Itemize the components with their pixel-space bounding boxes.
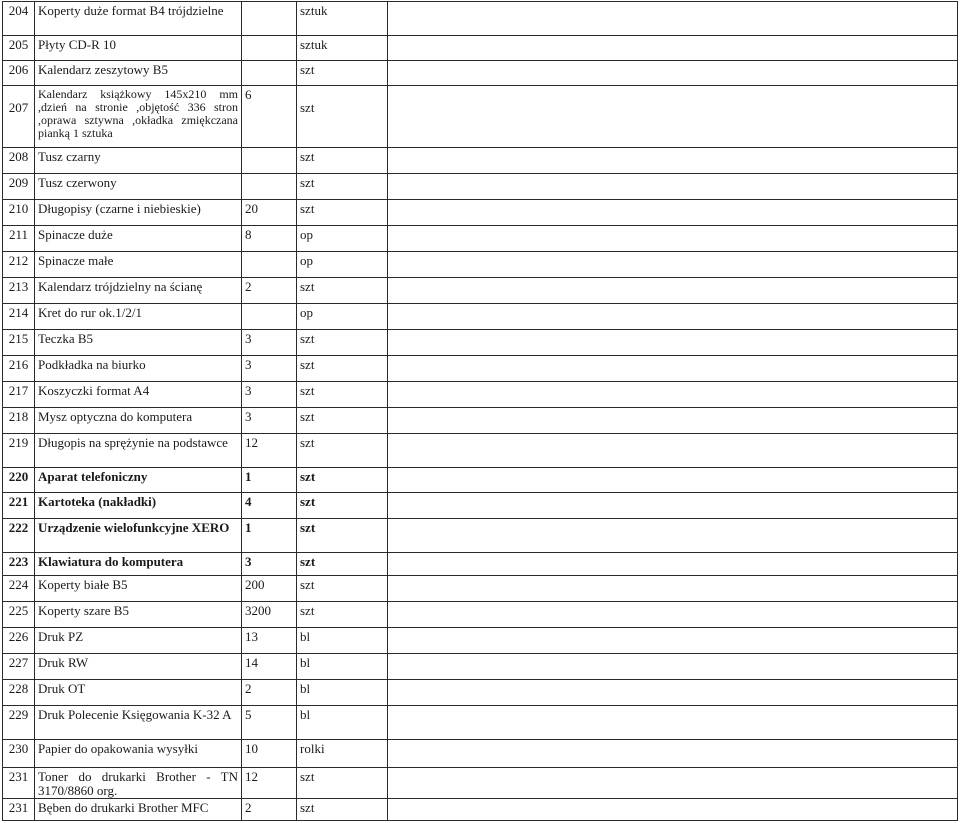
table-row [3,602,958,628]
item-name: Kret do rur ok.1/2/1 [35,304,242,330]
item-number: 222 [3,519,35,553]
blank-cell [388,382,958,408]
item-number: 204 [3,2,35,36]
blank-cell [388,493,958,519]
item-unit: szt [297,61,388,86]
item-quantity: 3 [242,356,297,382]
blank-cell [388,680,958,706]
blank-cell [388,2,958,36]
item-number: 221 [3,493,35,519]
item-quantity [242,252,297,278]
table-row [3,200,958,226]
item-quantity [242,61,297,86]
blank-cell [388,628,958,654]
item-quantity: 2 [242,278,297,304]
item-unit: bl [297,628,388,654]
table-row [3,226,958,252]
item-name: Płyty CD-R 10 [35,36,242,61]
item-number: 211 [3,226,35,252]
item-number: 228 [3,680,35,706]
item-quantity: 14 [242,654,297,680]
blank-cell [388,740,958,768]
blank-cell [388,61,958,86]
item-unit: sztuk [297,36,388,61]
table-row [3,36,958,61]
blank-cell [388,356,958,382]
table-row [3,2,958,36]
item-quantity [242,304,297,330]
item-name: Teczka B5 [35,330,242,356]
table-row [3,553,958,576]
blank-cell [388,86,958,148]
item-name: Koperty białe B5 [35,576,242,602]
table-row [3,468,958,493]
item-quantity: 5 [242,706,297,740]
item-quantity [242,174,297,200]
item-name: Kartoteka (nakładki) [35,493,242,519]
item-name: Aparat telefoniczny [35,468,242,493]
item-number: 209 [3,174,35,200]
item-name: Kalendarz zeszytowy B5 [35,61,242,86]
item-unit: szt [297,408,388,434]
item-quantity: 200 [242,576,297,602]
item-quantity: 13 [242,628,297,654]
item-quantity: 3 [242,382,297,408]
item-number: 231 [3,768,35,799]
item-name: Spinacze duże [35,226,242,252]
table-row [3,148,958,174]
table-row [3,654,958,680]
table-row [3,706,958,740]
blank-cell [388,304,958,330]
item-quantity: 12 [242,434,297,468]
item-number: 230 [3,740,35,768]
item-number: 218 [3,408,35,434]
item-quantity [242,148,297,174]
item-unit: szt [297,493,388,519]
blank-cell [388,553,958,576]
item-name: Mysz optyczna do komputera [35,408,242,434]
item-name: Koperty szare B5 [35,602,242,628]
item-unit: szt [297,553,388,576]
item-quantity: 3 [242,553,297,576]
item-name: Papier do opakowania wysyłki [35,740,242,768]
item-number: 206 [3,61,35,86]
table-row [3,86,958,148]
item-number: 212 [3,252,35,278]
table-row [3,768,958,799]
table-row [3,519,958,553]
item-name: Klawiatura do komputera [35,553,242,576]
item-name: Długopisy (czarne i niebieskie) [35,200,242,226]
table-row [3,330,958,356]
item-name: Tusz czarny [35,148,242,174]
item-number: 207 [3,86,35,148]
item-unit: szt [297,519,388,553]
table-row [3,680,958,706]
table-row [3,740,958,768]
item-number: 223 [3,553,35,576]
item-unit: bl [297,680,388,706]
item-name: Tusz czerwony [35,174,242,200]
blank-cell [388,252,958,278]
supplies-table-body [3,2,958,821]
item-name: Druk OT [35,680,242,706]
item-quantity: 4 [242,493,297,519]
blank-cell [388,174,958,200]
item-unit: op [297,304,388,330]
item-unit: szt [297,148,388,174]
item-quantity: 3 [242,330,297,356]
item-unit: szt [297,278,388,304]
item-unit: szt [297,330,388,356]
item-unit: op [297,226,388,252]
item-number: 214 [3,304,35,330]
item-number: 224 [3,576,35,602]
item-unit: szt [297,468,388,493]
item-name: Druk Polecenie Księgowania K-32 A [35,706,242,740]
blank-cell [388,468,958,493]
item-unit: szt [297,602,388,628]
blank-cell [388,148,958,174]
table-row [3,382,958,408]
blank-cell [388,226,958,252]
item-name: Bęben do drukarki Brother MFC [35,799,242,821]
item-number: 229 [3,706,35,740]
item-quantity: 2 [242,799,297,821]
item-unit: szt [297,174,388,200]
blank-cell [388,799,958,821]
item-name: Długopis na sprężynie na podstawce [35,434,242,468]
blank-cell [388,576,958,602]
item-number: 226 [3,628,35,654]
table-row [3,493,958,519]
item-unit: op [297,252,388,278]
item-number: 205 [3,36,35,61]
item-number: 217 [3,382,35,408]
table-row [3,576,958,602]
item-unit: szt [297,356,388,382]
item-quantity: 1 [242,468,297,493]
item-name: Kalendarz książkowy 145x210 mm ,dzień na stronie ,objętość 336 stron ,oprawa sztywna ,okładka zmiękczana pianką 1 sztuka [35,86,242,148]
blank-cell [388,278,958,304]
item-number: 213 [3,278,35,304]
item-quantity: 3 [242,408,297,434]
item-unit: bl [297,706,388,740]
item-name: Podkładka na biurko [35,356,242,382]
table-row [3,628,958,654]
item-name: Kalendarz trójdzielny na ścianę [35,278,242,304]
table-row [3,408,958,434]
item-unit: szt [297,86,388,148]
item-name: Druk RW [35,654,242,680]
item-unit: szt [297,768,388,799]
item-name: Koperty duże format B4 trójdzielne [35,2,242,36]
item-name: Toner do drukarki Brother - TN 3170/8860 org. [35,768,242,799]
item-quantity: 1 [242,519,297,553]
item-number: 227 [3,654,35,680]
blank-cell [388,36,958,61]
blank-cell [388,330,958,356]
item-unit: szt [297,576,388,602]
item-unit: szt [297,799,388,821]
blank-cell [388,200,958,226]
item-unit: szt [297,382,388,408]
blank-cell [388,768,958,799]
item-unit: rolki [297,740,388,768]
blank-cell [388,602,958,628]
item-quantity: 6 [242,86,297,148]
blank-cell [388,408,958,434]
item-quantity: 3200 [242,602,297,628]
table-row [3,799,958,821]
table-row [3,356,958,382]
item-quantity: 8 [242,226,297,252]
supplies-table [2,1,958,821]
blank-cell [388,434,958,468]
item-number: 215 [3,330,35,356]
blank-cell [388,706,958,740]
item-number: 219 [3,434,35,468]
item-name: Urządzenie wielofunkcyjne XERO [35,519,242,553]
item-number: 231 [3,799,35,821]
item-unit: szt [297,434,388,468]
item-name: Spinacze małe [35,252,242,278]
item-quantity [242,36,297,61]
blank-cell [388,654,958,680]
item-number: 216 [3,356,35,382]
item-quantity: 2 [242,680,297,706]
item-name: Koszyczki format A4 [35,382,242,408]
table-row [3,278,958,304]
item-name: Druk PZ [35,628,242,654]
item-unit: bl [297,654,388,680]
table-row [3,252,958,278]
item-number: 208 [3,148,35,174]
table-row [3,174,958,200]
item-unit: szt [297,200,388,226]
item-quantity: 20 [242,200,297,226]
item-number: 210 [3,200,35,226]
table-row [3,304,958,330]
item-quantity [242,2,297,36]
item-unit: sztuk [297,2,388,36]
item-number: 225 [3,602,35,628]
item-quantity: 10 [242,740,297,768]
table-row [3,61,958,86]
item-number: 220 [3,468,35,493]
item-quantity: 12 [242,768,297,799]
table-row [3,434,958,468]
blank-cell [388,519,958,553]
